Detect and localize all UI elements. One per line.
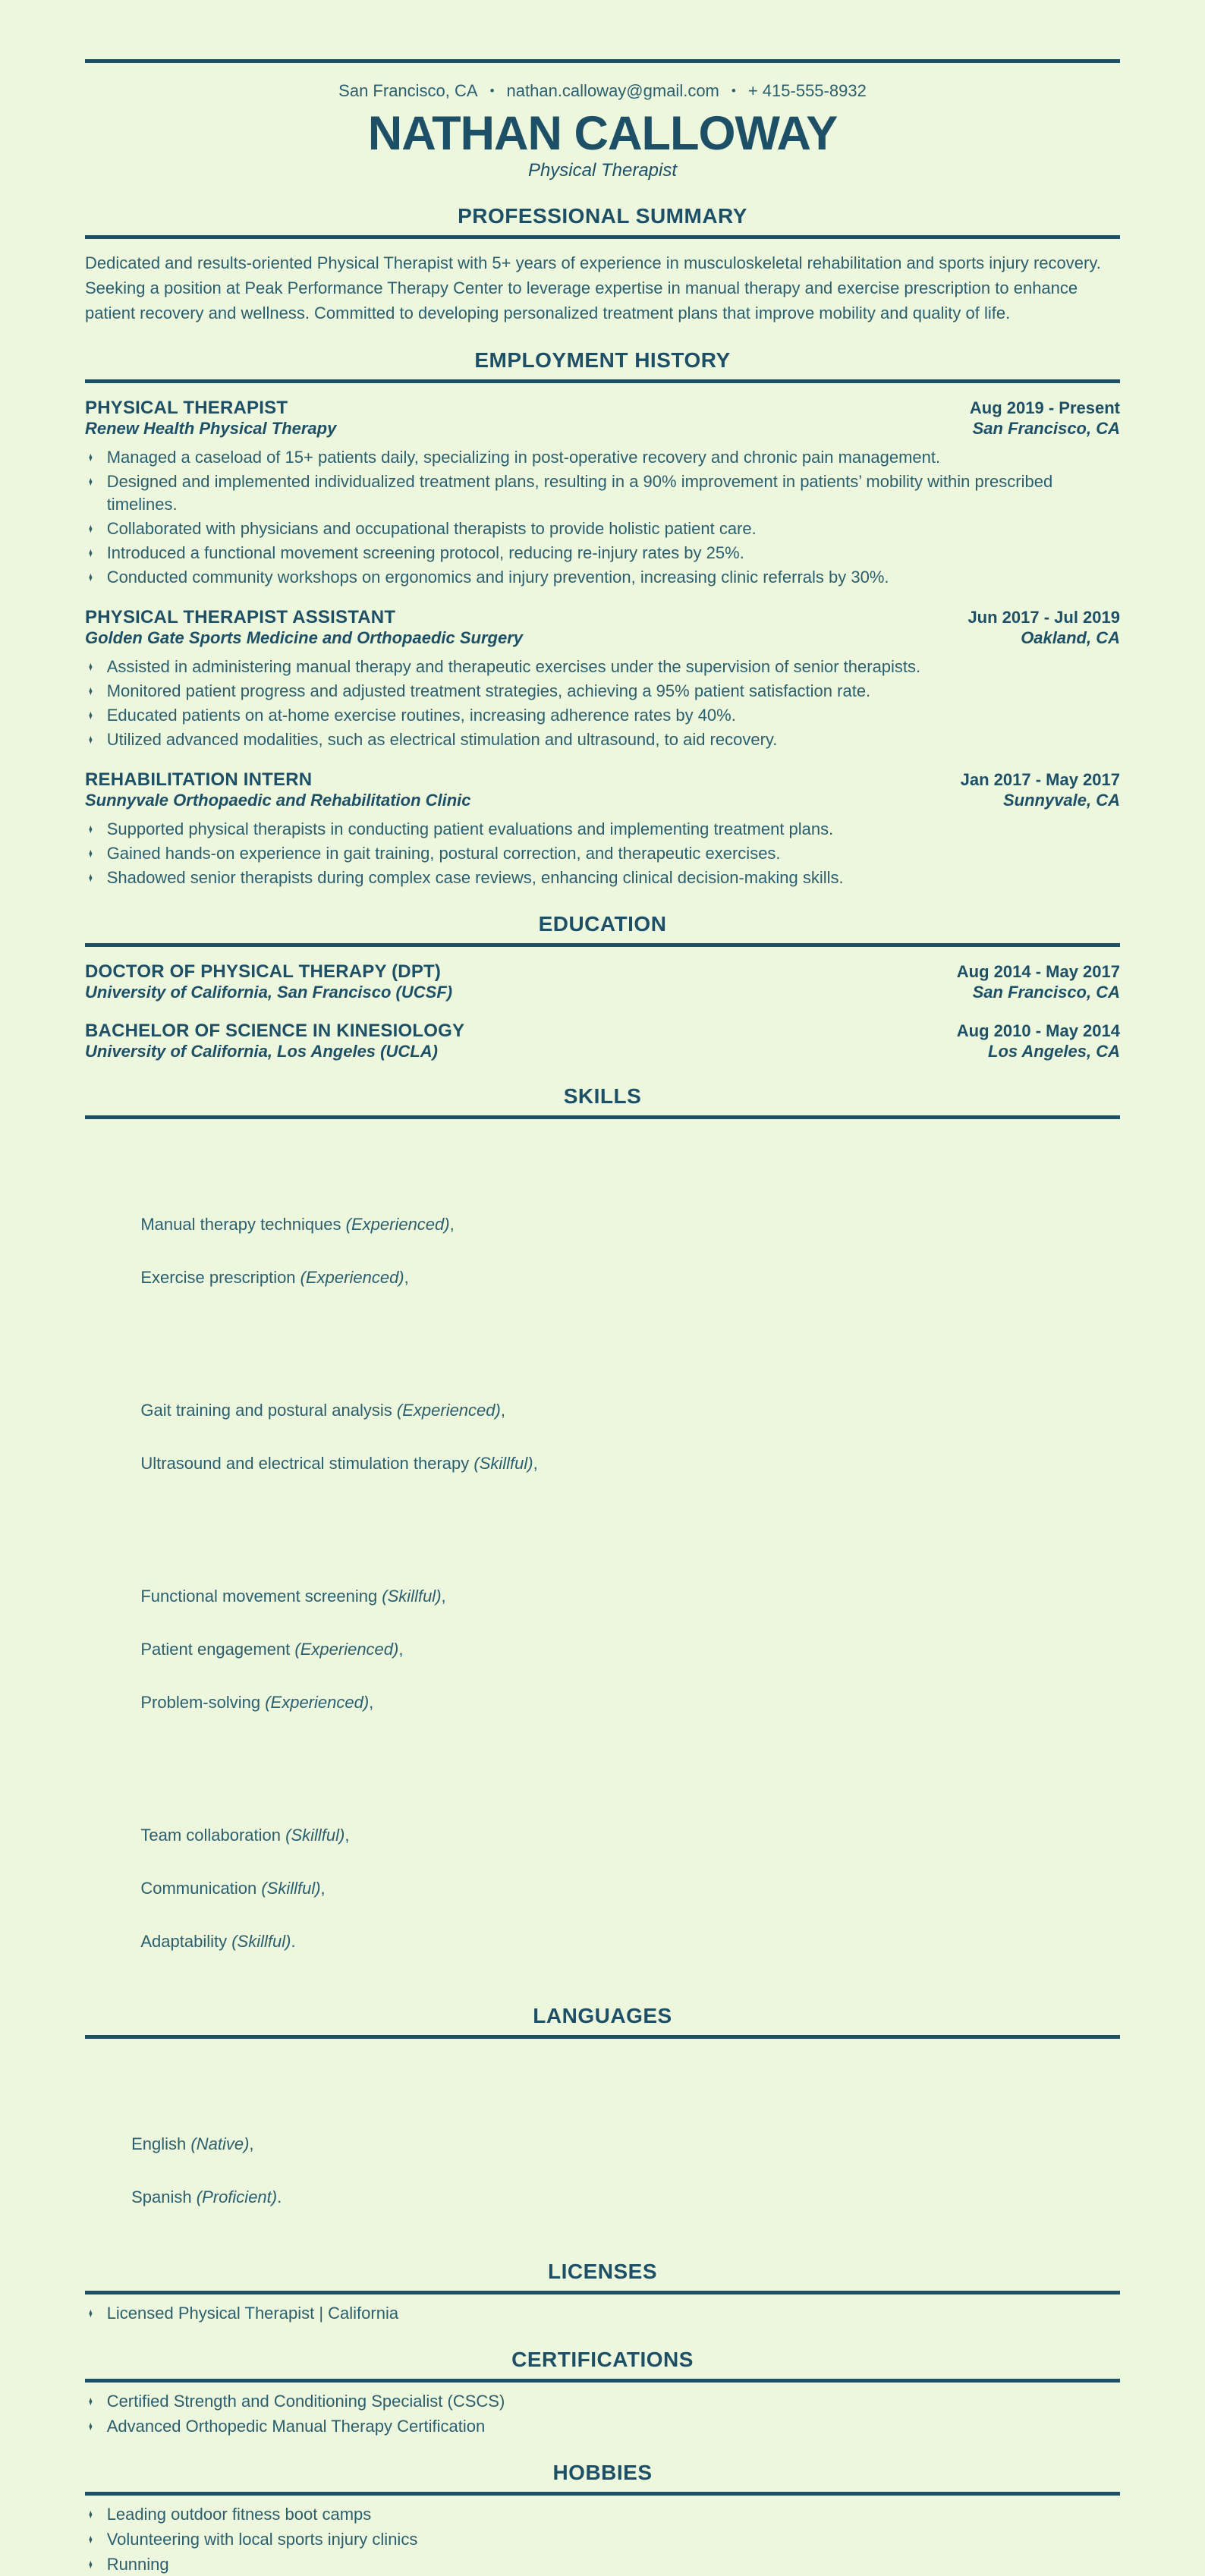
section-rule bbox=[85, 235, 1120, 239]
separator-dot-icon: • bbox=[489, 83, 495, 98]
diamond-bullet-icon: ♦ bbox=[88, 2507, 93, 2522]
job-bullet-item bbox=[85, 680, 1120, 703]
job-bullet-list bbox=[85, 818, 1120, 889]
skill-separator: , bbox=[345, 1826, 354, 1845]
diamond-bullet-icon: ♦ bbox=[88, 2419, 93, 2434]
job-dates: Jun 2017 - Jul 2019 bbox=[967, 608, 1120, 627]
job-bullet-item bbox=[85, 818, 1120, 841]
job-bullet-item bbox=[85, 566, 1120, 589]
skill-level: (Skillful) bbox=[261, 1879, 321, 1898]
top-rule bbox=[85, 59, 1120, 63]
education-degree-row bbox=[85, 1021, 1120, 1042]
bullet-text: Shadowed senior therapists during complex case reviews, enhancing clinical decision-making skills. bbox=[106, 868, 844, 888]
skill-separator: , bbox=[449, 1215, 459, 1235]
section-professional-summary bbox=[85, 204, 1120, 326]
skill-item bbox=[140, 1879, 329, 1898]
education-degree-row bbox=[85, 961, 1120, 983]
job-entry bbox=[85, 607, 1120, 751]
languages-lines bbox=[85, 2051, 1120, 2237]
language-name: Spanish bbox=[131, 2188, 197, 2207]
section-rule bbox=[85, 1115, 1120, 1119]
education-school: University of California, Los Angeles (UCLA) bbox=[85, 1042, 438, 1062]
bullet-text: Collaborated with physicians and occupational therapists to provide holistic patient care. bbox=[106, 519, 757, 539]
job-title: PHYSICAL THERAPIST bbox=[85, 398, 288, 419]
job-company: Golden Gate Sports Medicine and Orthopaedic Surgery bbox=[85, 628, 523, 648]
language-level: (Native) bbox=[190, 2134, 250, 2154]
section-rule bbox=[85, 943, 1120, 947]
languages-line bbox=[85, 2051, 1120, 2237]
bullet-text: Conducted community workshops on ergonomics and injury prevention, increasing clinic referrals by 30%. bbox=[106, 568, 889, 587]
section-rule bbox=[85, 2035, 1120, 2039]
skill-level: (Experienced) bbox=[294, 1640, 399, 1659]
diamond-bullet-icon: ♦ bbox=[88, 659, 93, 675]
job-bullet-list bbox=[85, 656, 1120, 751]
certification-text: Certified Strength and Conditioning Specialist (CSCS) bbox=[106, 2392, 505, 2411]
job-entry bbox=[85, 398, 1120, 589]
skill-name: Communication bbox=[140, 1879, 262, 1898]
job-company-row bbox=[85, 419, 1120, 439]
skill-item bbox=[140, 1454, 537, 1473]
hobby-text: Leading outdoor fitness boot camps bbox=[106, 2505, 372, 2524]
section-hobbies bbox=[85, 2461, 1120, 2576]
contact-email: nathan.calloway@gmail.com bbox=[506, 81, 719, 100]
skill-level: (Experienced) bbox=[345, 1215, 450, 1235]
bullet-text: Monitored patient progress and adjusted treatment strategies, achieving a 95% patient satisfaction rate. bbox=[106, 681, 871, 701]
diamond-bullet-icon: ♦ bbox=[88, 546, 93, 561]
section-employment-history bbox=[85, 348, 1120, 889]
section-heading-employment: EMPLOYMENT HISTORY bbox=[474, 348, 731, 373]
skill-separator: , bbox=[533, 1454, 538, 1474]
education-school: University of California, San Francisco (UCSF) bbox=[85, 983, 453, 1002]
job-bullet-item bbox=[85, 656, 1120, 678]
skills-line bbox=[85, 1503, 1120, 1742]
job-bullet-item bbox=[85, 517, 1120, 540]
skill-name: Patient engagement bbox=[140, 1640, 295, 1659]
skill-separator: , bbox=[398, 1640, 408, 1659]
separator-dot-icon: • bbox=[731, 83, 736, 98]
education-degree: DOCTOR OF PHYSICAL THERAPY (DPT) bbox=[85, 961, 442, 983]
contact-location: San Francisco, CA bbox=[338, 81, 478, 100]
skill-separator: . bbox=[291, 1932, 296, 1952]
skill-level: (Skillful) bbox=[231, 1932, 291, 1952]
job-bullet-item bbox=[85, 542, 1120, 565]
certification-item bbox=[85, 2390, 1120, 2413]
section-skills bbox=[85, 1084, 1120, 1981]
section-heading-languages: LANGUAGES bbox=[533, 2004, 672, 2028]
diamond-bullet-icon: ♦ bbox=[88, 684, 93, 699]
candidate-name: NATHAN CALLOWAY bbox=[367, 107, 838, 160]
language-item bbox=[131, 2134, 259, 2153]
education-entry bbox=[85, 961, 1120, 1002]
job-title: REHABILITATION INTERN bbox=[85, 769, 313, 791]
skill-separator: , bbox=[369, 1693, 374, 1713]
license-item bbox=[85, 2302, 1120, 2325]
diamond-bullet-icon: ♦ bbox=[88, 2394, 93, 2409]
section-certifications bbox=[85, 2348, 1120, 2438]
resume-header bbox=[85, 81, 1120, 181]
section-languages bbox=[85, 2004, 1120, 2237]
skill-item bbox=[140, 1401, 510, 1420]
skills-line bbox=[85, 1742, 1120, 1981]
job-bullet-item bbox=[85, 704, 1120, 727]
skill-level: (Experienced) bbox=[265, 1693, 370, 1713]
education-location: Los Angeles, CA bbox=[988, 1042, 1120, 1062]
job-location: Sunnyvale, CA bbox=[1002, 791, 1120, 810]
skill-name: Team collaboration bbox=[140, 1826, 286, 1845]
skill-item bbox=[140, 1587, 450, 1606]
diamond-bullet-icon: ♦ bbox=[88, 2557, 93, 2572]
skill-name: Exercise prescription bbox=[140, 1268, 300, 1288]
education-degree: BACHELOR OF SCIENCE IN KINESIOLOGY bbox=[85, 1021, 465, 1042]
hobby-item bbox=[85, 2528, 1120, 2551]
language-item bbox=[131, 2188, 282, 2206]
diamond-bullet-icon: ♦ bbox=[88, 2532, 93, 2547]
bullet-text: Designed and implemented individualized treatment plans, resulting in a 90% improvement in patients’ mobility within prescribed timelines. bbox=[106, 472, 1053, 514]
section-heading-education: EDUCATION bbox=[538, 912, 667, 936]
skill-name: Functional movement screening bbox=[140, 1587, 382, 1606]
job-bullet-list bbox=[85, 446, 1120, 589]
contact-line bbox=[85, 81, 1120, 101]
certifications-list bbox=[85, 2390, 1120, 2438]
diamond-bullet-icon: ♦ bbox=[88, 822, 93, 837]
education-school-row bbox=[85, 1042, 1120, 1062]
skill-item bbox=[140, 1640, 407, 1659]
job-company: Renew Health Physical Therapy bbox=[85, 419, 337, 439]
job-bullet-item bbox=[85, 728, 1120, 751]
skill-name: Gait training and postural analysis bbox=[140, 1401, 397, 1420]
bullet-text: Assisted in administering manual therapy and therapeutic exercises under the supervision of senior therapists. bbox=[106, 657, 921, 677]
skill-level: (Skillful) bbox=[382, 1587, 442, 1606]
education-dates: Aug 2014 - May 2017 bbox=[956, 962, 1120, 982]
section-heading-hobbies: HOBBIES bbox=[552, 2461, 653, 2485]
diamond-bullet-icon: ♦ bbox=[88, 570, 93, 585]
bullet-text: Introduced a functional movement screening protocol, reducing re-injury rates by 25%. bbox=[106, 543, 744, 563]
job-location: Oakland, CA bbox=[1021, 628, 1120, 648]
section-rule bbox=[85, 379, 1120, 383]
bullet-text: Gained hands-on experience in gait training, postural correction, and therapeutic exercises. bbox=[106, 844, 781, 863]
skill-name: Ultrasound and electrical stimulation therapy bbox=[140, 1454, 474, 1474]
candidate-job-title: Physical Therapist bbox=[527, 160, 678, 181]
hobby-text: Running bbox=[106, 2555, 169, 2574]
skill-separator: , bbox=[320, 1879, 330, 1898]
job-bullet-item bbox=[85, 446, 1120, 469]
skill-name: Problem-solving bbox=[140, 1693, 266, 1713]
skill-level: (Skillful) bbox=[285, 1826, 345, 1845]
bullet-text: Educated patients on at-home exercise routines, increasing adherence rates by 40%. bbox=[106, 706, 736, 725]
job-bullet-item bbox=[85, 470, 1120, 516]
diamond-bullet-icon: ♦ bbox=[88, 450, 93, 465]
bullet-text: Supported physical therapists in conducting patient evaluations and implementing treatment plans. bbox=[106, 819, 834, 839]
section-education bbox=[85, 912, 1120, 1062]
language-separator: , bbox=[249, 2134, 259, 2154]
skills-line bbox=[85, 1317, 1120, 1503]
skill-level: (Experienced) bbox=[396, 1401, 501, 1420]
skills-lines bbox=[85, 1131, 1120, 1981]
diamond-bullet-icon: ♦ bbox=[88, 474, 93, 489]
skill-item bbox=[140, 1826, 354, 1845]
education-location: San Francisco, CA bbox=[972, 983, 1120, 1002]
diamond-bullet-icon: ♦ bbox=[88, 708, 93, 723]
language-level: (Proficient) bbox=[196, 2188, 278, 2207]
skill-item bbox=[140, 1932, 295, 1951]
diamond-bullet-icon: ♦ bbox=[88, 870, 93, 885]
diamond-bullet-icon: ♦ bbox=[88, 2306, 93, 2321]
section-rule bbox=[85, 2492, 1120, 2496]
section-heading-skills: SKILLS bbox=[563, 1084, 642, 1109]
skill-separator: , bbox=[500, 1401, 511, 1420]
job-location: San Francisco, CA bbox=[972, 419, 1120, 439]
job-dates: Jan 2017 - May 2017 bbox=[960, 770, 1120, 790]
job-company-row bbox=[85, 791, 1120, 810]
education-list bbox=[85, 961, 1120, 1062]
licenses-list bbox=[85, 2302, 1120, 2325]
skill-item bbox=[140, 1268, 408, 1287]
diamond-bullet-icon: ♦ bbox=[88, 732, 93, 747]
skill-name: Manual therapy techniques bbox=[140, 1215, 346, 1235]
job-bullet-item bbox=[85, 842, 1120, 865]
language-separator: . bbox=[277, 2188, 282, 2207]
job-title: PHYSICAL THERAPIST ASSISTANT bbox=[85, 607, 396, 628]
section-heading-licenses: LICENSES bbox=[547, 2260, 658, 2284]
hobby-text: Volunteering with local sports injury clinics bbox=[106, 2530, 418, 2549]
job-title-row bbox=[85, 769, 1120, 791]
job-company: Sunnyvale Orthopaedic and Rehabilitation Clinic bbox=[85, 791, 471, 810]
hobbies-list bbox=[85, 2503, 1120, 2576]
skill-item bbox=[140, 1215, 458, 1234]
bullet-text: Managed a caseload of 15+ patients daily, specializing in post-operative recovery and chronic pain management. bbox=[106, 448, 941, 467]
section-licenses bbox=[85, 2260, 1120, 2325]
skill-separator: , bbox=[441, 1587, 451, 1606]
skill-level: (Skillful) bbox=[474, 1454, 533, 1474]
job-bullet-item bbox=[85, 867, 1120, 889]
summary-text: Dedicated and results-oriented Physical Therapist with 5+ years of experience in musculoskeletal rehabilitation and sports injury recovery. Seeking a position at Peak Performance Therapy Center to leverage expertise in manual therapy and exercise prescription to enhance patient recovery and wellness. Committed to developing personalized treatment plans that improve mobility and quality of life. bbox=[85, 253, 1101, 323]
skills-line bbox=[85, 1131, 1120, 1317]
education-entry bbox=[85, 1021, 1120, 1062]
section-heading-certifications: CERTIFICATIONS bbox=[511, 2348, 694, 2372]
section-rule bbox=[85, 2379, 1120, 2383]
diamond-bullet-icon: ♦ bbox=[88, 846, 93, 861]
job-title-row bbox=[85, 607, 1120, 628]
job-title-row bbox=[85, 398, 1120, 419]
hobby-item bbox=[85, 2553, 1120, 2576]
hobby-item bbox=[85, 2503, 1120, 2526]
job-company-row bbox=[85, 628, 1120, 648]
certification-text: Advanced Orthopedic Manual Therapy Certification bbox=[106, 2417, 486, 2436]
license-text: Licensed Physical Therapist | California bbox=[106, 2304, 399, 2323]
contact-phone: + 415-555-8932 bbox=[747, 81, 867, 100]
skill-level: (Experienced) bbox=[300, 1268, 404, 1288]
jobs-list bbox=[85, 398, 1120, 889]
skill-separator: , bbox=[404, 1268, 409, 1288]
bullet-text: Utilized advanced modalities, such as electrical stimulation and ultrasound, to aid recovery. bbox=[106, 730, 778, 750]
education-dates: Aug 2010 - May 2014 bbox=[956, 1021, 1120, 1041]
diamond-bullet-icon: ♦ bbox=[88, 521, 93, 536]
section-heading-summary: PROFESSIONAL SUMMARY bbox=[458, 204, 747, 228]
job-dates: Aug 2019 - Present bbox=[969, 398, 1120, 418]
section-rule bbox=[85, 2291, 1120, 2294]
certification-item bbox=[85, 2415, 1120, 2438]
language-name: English bbox=[131, 2134, 191, 2154]
skill-name: Adaptability bbox=[140, 1932, 232, 1952]
job-entry bbox=[85, 769, 1120, 889]
education-school-row bbox=[85, 983, 1120, 1002]
